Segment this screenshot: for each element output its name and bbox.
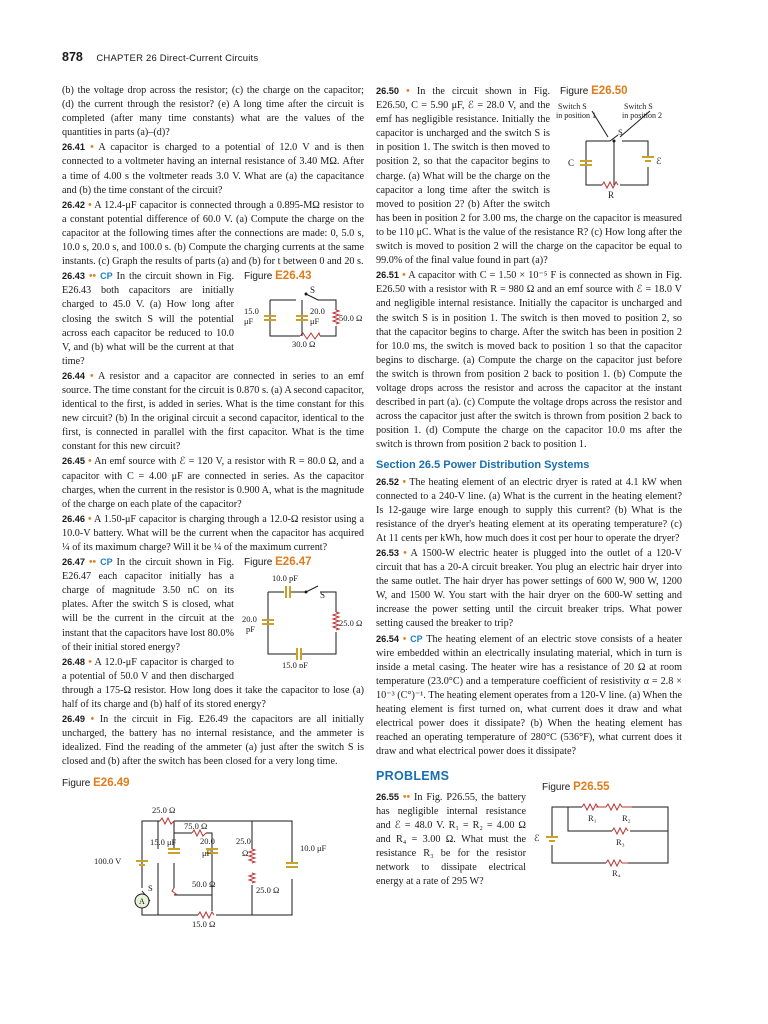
figure-p26-55: [532, 780, 682, 882]
difficulty-marker: •: [88, 199, 92, 211]
problem-number: 26.47: [62, 557, 85, 568]
problem-text: A 12.4-μF capacitor is connected through a 0.895-MΩ resistor to a constant potential difference of 60.0 V. (a) Compute the charge on the capacitor at the following times after the connections are made: 0, 5.0 s, 10.0 s, 20.0 s, and 100.0 s. (b) Compute the charging currents at the same instants. (c) Graph the results of parts (a) and (b) for t between 0 and 20 s.: [62, 199, 364, 268]
problem-number: 26.49: [62, 714, 85, 725]
problem-26-42: [62, 198, 364, 269]
difficulty-marker: •: [402, 633, 407, 645]
svg-text:25.0: 25.0: [236, 835, 251, 846]
problem-number: 26.44: [62, 370, 85, 381]
circuit-diagram-e26-43: [240, 286, 364, 348]
svg-text:in position 2: in position 2: [622, 111, 663, 121]
difficulty-marker: •: [403, 548, 407, 559]
svg-text:25.0 Ω: 25.0 Ω: [256, 884, 280, 895]
figure-label: Figure E26.50: [560, 85, 628, 97]
circuit-diagram-e26-47: [240, 572, 364, 668]
problem-number: 26.43: [62, 271, 85, 282]
svg-text:C: C: [568, 158, 575, 169]
problem-text: A 1.50-μF capacitor is charging through a 12.0-Ω resistor using a 10.0-V battery. What will be the current when the capacitor has acquired ¼ of its maximum charge? Will it be ¼ of the maximum current?: [62, 513, 365, 553]
svg-text:ℰ: ℰ: [656, 156, 662, 167]
svg-text:25.0 Ω: 25.0 Ω: [152, 804, 176, 815]
svg-text:μF: μF: [244, 316, 254, 327]
circuit-diagram-e26-50: [556, 101, 682, 201]
svg-text:15.0 pF: 15.0 pF: [282, 660, 308, 669]
svg-text:Switch S: Switch S: [558, 102, 587, 112]
page-header: [62, 50, 258, 64]
figure-e26-43: [240, 269, 364, 353]
problem-number: 26.48: [62, 656, 85, 667]
problem-text: The heating element of an electric stove consists of a heater wire embedded within an electrically insulating material, which in turn is inside a metal casing. The heater wire has a resistance of 20 Ω at room temperature (23.0°C) and a temperature coefficient of resistivity α = 2.8 × 10⁻³ (C°)⁻¹. The heating element operates from a 120-V line. (a) When the heating element is first turned on, what current does it draw and what electrical power does it dissipate? (b) When the heating element has reached an operating temperature of 280°C (536°F), what current does it draw and what electrical power does it dissipate?: [376, 633, 683, 758]
svg-text:A: A: [139, 896, 145, 906]
problem-number: 26.42: [62, 199, 85, 210]
svg-text:30.0 Ω: 30.0 Ω: [292, 339, 316, 349]
difficulty-marker: •: [89, 370, 94, 382]
svg-text:50.0 Ω: 50.0 Ω: [192, 878, 216, 889]
problem-number: 26.45: [62, 456, 85, 467]
svg-text:25.0 Ω: 25.0 Ω: [339, 618, 363, 629]
svg-text:μF: μF: [202, 847, 212, 858]
problem-26-51: [376, 268, 682, 452]
cp-marker: CP: [100, 557, 113, 568]
problem-number: 26.46: [62, 513, 85, 524]
problem-text: An emf source with ℰ = 120 V, a resistor with R = 80.0 Ω, and a capacitor with C = 4.00 μF are connected in series. As the capacitor charges, when the current in the resistor is 0.900 A, what is the magnitude of the charge on each plate of the capacitor?: [62, 456, 364, 510]
svg-text:μF: μF: [310, 316, 320, 327]
figure-label: Figure E26.43: [244, 270, 312, 283]
figure-label: Figure P26.55: [542, 780, 610, 793]
circuit-diagram-p26-55: [532, 797, 682, 877]
svg-text:S: S: [310, 286, 316, 296]
svg-text:R₁: R₁: [588, 812, 597, 823]
svg-text:pF: pF: [246, 624, 255, 635]
svg-text:10.0 pF: 10.0 pF: [272, 573, 298, 584]
difficulty-marker: •: [88, 656, 92, 668]
svg-text:S: S: [148, 882, 153, 893]
page-number: 878: [62, 50, 83, 64]
problem-text: In the circuit in Fig. E26.49 the capacitors are all initially uncharged, the battery has no internal resistance, and the ammeter is idealized. Find the reading of the ammeter (a) just after the switch S is closed and (b) after the switch has been closed for a very long time.: [62, 714, 364, 768]
svg-text:20.0: 20.0: [200, 835, 215, 846]
svg-text:Ω: Ω: [242, 847, 249, 858]
intro-paragraph: (b) the voltage drop across the resistor; (c) the charge on the capacitor; (d) the current through the resistor? (e) A long time after the circuit is completed (after many time constants) what are the values of the quantities in parts (a)–(d)?: [62, 85, 364, 139]
chapter-title: CHAPTER 26 Direct-Current Circuits: [96, 53, 259, 64]
cp-marker: CP: [100, 271, 113, 282]
figure-e26-50: [556, 84, 682, 206]
svg-text:20.0: 20.0: [242, 614, 257, 625]
figure-e26-49: [62, 776, 364, 934]
difficulty-marker: ••: [402, 791, 411, 803]
difficulty-marker: •: [87, 513, 92, 525]
problem-26-53: [376, 546, 682, 632]
problems-heading: PROBLEMS: [376, 769, 450, 784]
svg-text:15.0 μF: 15.0 μF: [150, 836, 177, 847]
difficulty-marker: •: [88, 456, 92, 468]
svg-text:20.0: 20.0: [310, 306, 325, 317]
svg-text:R₃: R₃: [616, 836, 625, 847]
svg-text:75.0 Ω: 75.0 Ω: [184, 820, 208, 831]
svg-text:in position 1: in position 1: [556, 111, 597, 121]
right-column: [376, 84, 682, 889]
difficulty-marker: •: [402, 270, 406, 282]
problem-text: In Fig. P26.55, the battery has negligible internal resistance and ℰ = 48.0 V. R₁ = R₂ = 4.00 Ω and R₄ = 3.00 Ω. What must the resistance R₃ be for the resistor network to dissipate electrical energy at a rate of 295 W?: [376, 791, 527, 888]
difficulty-marker: ••: [88, 271, 97, 283]
circuit-diagram-e26-49: [62, 793, 362, 929]
svg-text:100.0 V: 100.0 V: [94, 855, 122, 866]
left-column: [62, 84, 364, 934]
problem-text: In the circuit shown in Fig. E26.47 each capacitor initially has a charge of magnitude 3.50 nC on its plates. After the switch S is closed, what will be the current in the circuit at the instant that the capacitors have lost 80.0% of their initial stored energy?: [62, 557, 234, 653]
problem-text: A resistor and a capacitor are connected in series to an emf source. The time constant for the circuit is 0.870 s. (a) A second capacitor, identical to the first, is added in series. What is the time constant for this new circuit? (b) In the original circuit a second capacitor, identical to the first, is connected in parallel with the first capacitor. What is the time constant for this new circuit?: [62, 370, 365, 453]
problem-number: 26.41: [62, 142, 85, 153]
problem-text: In the circuit shown in Fig. E26.43 both capacitors are initially charged to 45.0 V. (a) How long after closing the switch S will the potential across each capacitor be reduced to 10.0 V, and (b) what will be the current at that time?: [62, 271, 234, 367]
problem-26-50: [376, 84, 682, 268]
figure-label: Figure E26.49: [62, 776, 130, 789]
problem-26-43: [62, 269, 364, 369]
problem-26-45: [62, 454, 364, 511]
svg-text:10.0 μF: 10.0 μF: [300, 842, 327, 853]
section-heading: Section 26.5 Power Distribution Systems: [376, 459, 590, 472]
difficulty-marker: •: [402, 476, 407, 488]
problem-text: In the circuit shown in Fig. E26.50, C = 5.90 μF, ℰ = 28.0 V, and the emf has negligible resistance. Initially the capacitor is uncharged and the switch S is in position 1. The switch is then moved to position 2, so that the capacitor begins to charge. (a) What will be the charge on the capacitor a long time after the switch is moved to position 2? (b) After the switch has been in position 2 for 3.00 ms, the charge on the capacitor is measured to be 110 μC. What is the value of the resistance R? (c) How long after the switch is moved to position 2 will the charge on the capacitor be equal to 99.0% of the final value found in part (a)?: [376, 86, 682, 267]
problem-number: 26.54: [376, 633, 399, 644]
svg-text:15.0 Ω: 15.0 Ω: [192, 918, 216, 929]
problem-26-44: [62, 369, 364, 455]
problem-26-55: [376, 780, 682, 890]
svg-text:R₄: R₄: [612, 867, 621, 877]
problem-number: 26.50: [376, 86, 399, 96]
cp-marker: CP: [410, 633, 423, 644]
problem-26-46: [62, 512, 364, 555]
svg-text:50.0 Ω: 50.0 Ω: [339, 313, 363, 324]
svg-text:S: S: [320, 590, 326, 601]
difficulty-marker: •: [90, 714, 95, 726]
problem-number: 26.51: [376, 270, 399, 281]
figure-label: Figure E26.47: [244, 556, 312, 569]
svg-text:15.0: 15.0: [244, 306, 259, 317]
problem-text: A capacitor with C = 1.50 × 10⁻⁵ F is connected as shown in Fig. E26.50 with a resistor with R = 980 Ω and an emf source with ℰ = 18.0 V and negligible internal resistance. Initially the capacitor is uncharged and the switch S is in position 1. The switch is then moved to position 2, so that the capacitor begins to charge. After the switch has been in position 2 for 10.0 ms, the switch is moved back to position 1 so that the capacitor begins to discharge. (a) Compute the charge on the capacitor just before the switch is thrown from position 2 back to position 1. (b) Compute the voltage drops across the resistor and across the capacitor at the instant described in part (a). (c) Compute the voltage drops across the resistor and across the capacitor just after the switch is thrown from position 2 back to position 1. (d) Compute the charge on the capacitor 10.0 ms after the switch is thrown from position 2 back to position 1.: [376, 270, 683, 451]
svg-text:S: S: [618, 127, 623, 138]
problem-text: A capacitor is charged to a potential of 12.0 V and is then connected to a voltmeter having an internal resistance of 3.40 MΩ. After a time of 4.00 s the voltmeter reads 3.0 V. What are (a) the capacitance and (b) the time constant of the circuit?: [62, 142, 364, 196]
svg-text:R₂: R₂: [622, 812, 631, 823]
svg-text:R: R: [608, 190, 615, 201]
problem-number: 26.53: [376, 548, 399, 558]
problem-26-54: [376, 632, 682, 760]
problem-text: The heating element of an electric dryer is rated at 4.1 kW when connected to a 240-V line. (a) What is the current in the heating element? Is 12-gauge wire large enough to supply this current? (b) What is the resistance of the dryer's heating element at its operating temperature? (c) At 11 cents per kWh, how much does it cost per hour to operate the dryer?: [376, 476, 682, 544]
problem-26-49: [62, 712, 364, 769]
problem-26-52: [376, 475, 682, 546]
figure-e26-47: [240, 555, 364, 673]
problem-number: 26.55: [376, 791, 399, 802]
difficulty-marker: •: [90, 142, 94, 154]
problem-text: A 1500-W electric heater is plugged into the outlet of a 120-V circuit that has a 20-A circuit breaker. You plug an electric hair dryer into the same outlet. The hair dryer has power settings of 600 W, 900 W, 1200 W, and 1500 W. You start with the hair dryer on the 600-W setting and increase the power setting until the circuit breaker trips. What power setting caused the breaker to trip?: [376, 548, 682, 630]
difficulty-marker: •: [406, 86, 410, 97]
problem-number: 26.52: [376, 476, 399, 487]
svg-text:ℰ: ℰ: [534, 832, 540, 843]
svg-text:Switch S: Switch S: [624, 102, 653, 112]
problem-text: A 12.0-μF capacitor is charged to a potential of 50.0 V and then discharged through a 175-Ω resistor. How long does it take the capacitor to lose (a) half of its charge and (b) half of its stored energy?: [62, 656, 364, 711]
difficulty-marker: ••: [88, 557, 97, 569]
problem-26-41: [62, 140, 364, 197]
